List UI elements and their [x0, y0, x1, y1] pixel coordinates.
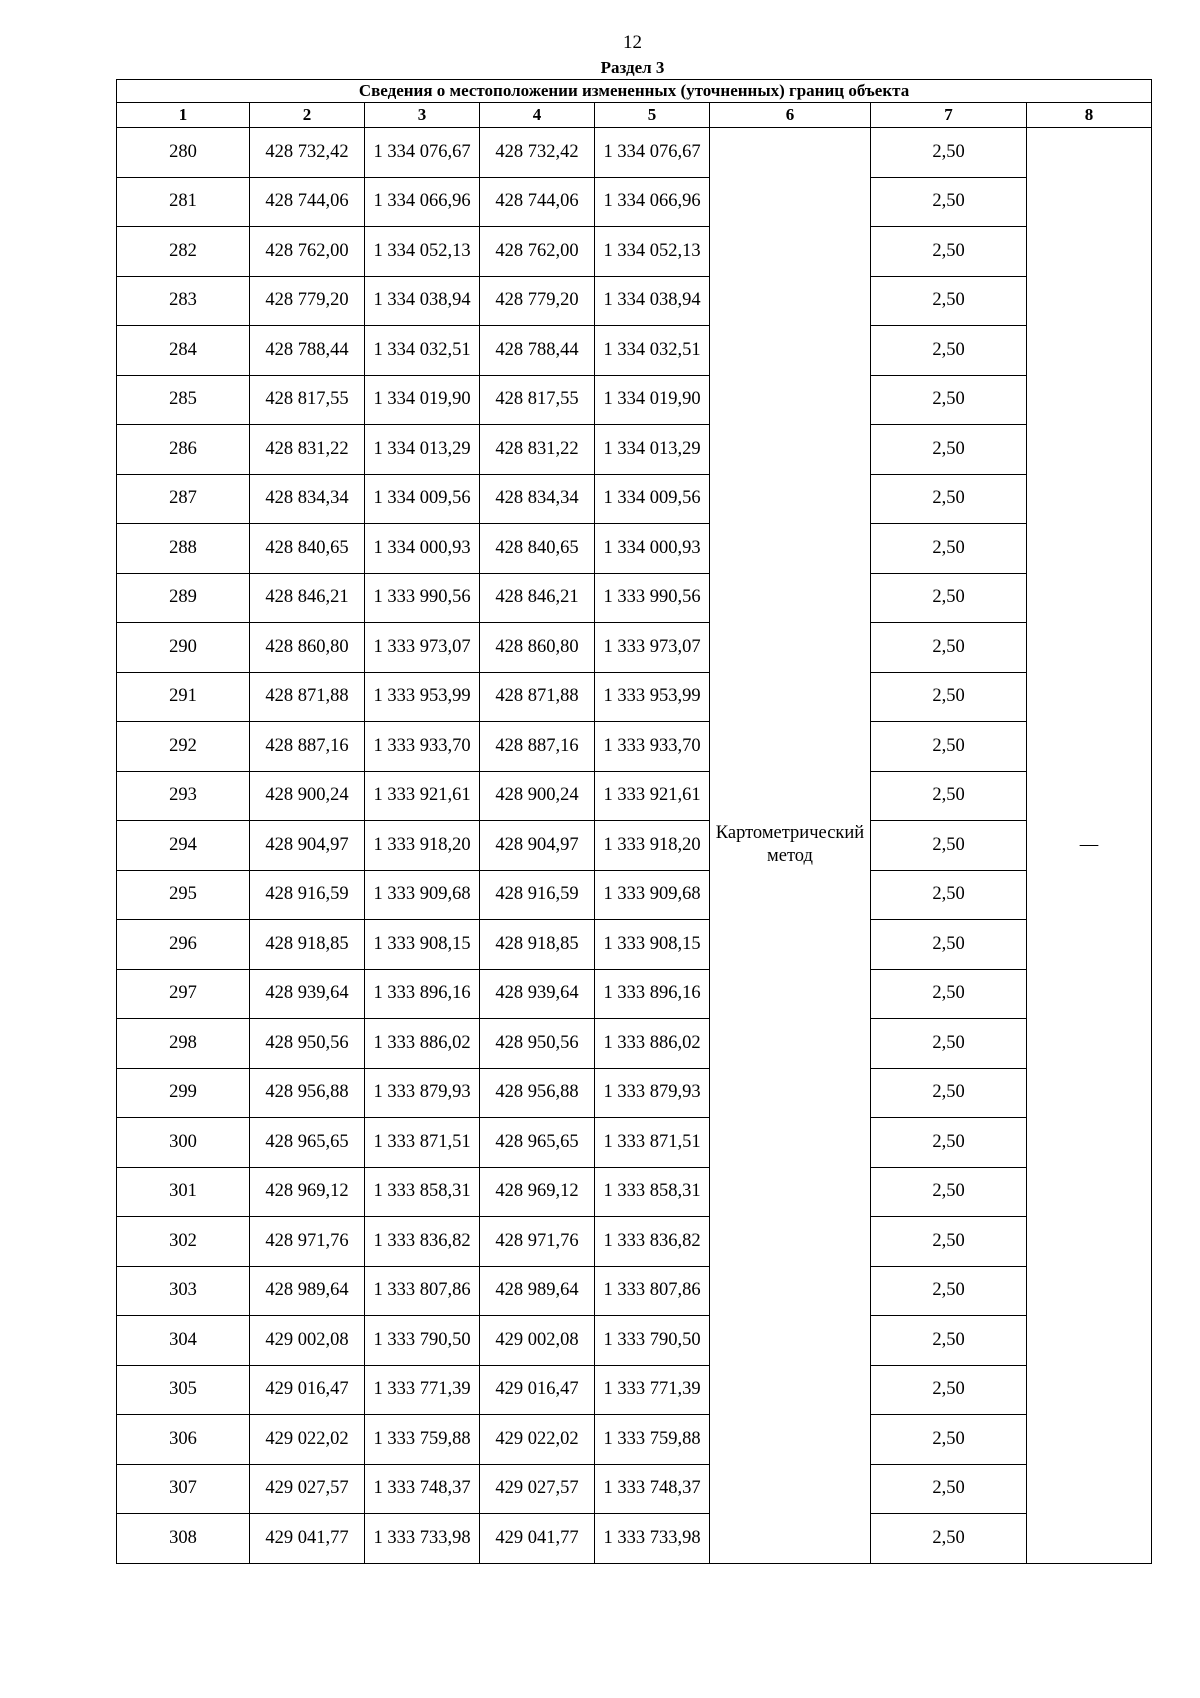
- cell-y1: 1 333 921,61: [365, 771, 480, 821]
- cell-y2: 1 333 759,88: [595, 1415, 710, 1465]
- cell-mt: 2,50: [871, 474, 1027, 524]
- cell-n: 304: [117, 1316, 250, 1366]
- table-caption: Сведения о местоположении измененных (уточненных) границ объекта: [117, 80, 1152, 103]
- cell-y2: 1 333 953,99: [595, 672, 710, 722]
- cell-x2: 429 041,77: [480, 1514, 595, 1564]
- cell-x2: 428 900,24: [480, 771, 595, 821]
- cell-n: 290: [117, 623, 250, 673]
- page-number: 12: [623, 32, 642, 53]
- cell-y1: 1 333 918,20: [365, 821, 480, 871]
- table-row: [117, 524, 1152, 574]
- cell-x2: 428 817,55: [480, 375, 595, 425]
- column8-cell: —: [1027, 128, 1152, 1564]
- cell-x2: 428 971,76: [480, 1217, 595, 1267]
- cell-x1: 428 817,55: [250, 375, 365, 425]
- cell-x1: 428 904,97: [250, 821, 365, 871]
- cell-x1: 428 788,44: [250, 326, 365, 376]
- cell-y1: 1 333 836,82: [365, 1217, 480, 1267]
- cell-y2: 1 333 921,61: [595, 771, 710, 821]
- cell-mt: 2,50: [871, 1167, 1027, 1217]
- cell-n: 291: [117, 672, 250, 722]
- table-row: [117, 474, 1152, 524]
- cell-x1: 428 860,80: [250, 623, 365, 673]
- cell-x2: 429 027,57: [480, 1464, 595, 1514]
- table-row: [117, 722, 1152, 772]
- cell-y1: 1 333 871,51: [365, 1118, 480, 1168]
- cell-mt: 2,50: [871, 722, 1027, 772]
- cell-x2: 428 860,80: [480, 623, 595, 673]
- cell-y1: 1 334 076,67: [365, 128, 480, 178]
- cell-n: 284: [117, 326, 250, 376]
- table-row: [117, 969, 1152, 1019]
- cell-mt: 2,50: [871, 821, 1027, 871]
- cell-n: 295: [117, 870, 250, 920]
- table-row: [117, 1266, 1152, 1316]
- cell-y1: 1 334 052,13: [365, 227, 480, 277]
- table-row: [117, 1415, 1152, 1465]
- cell-y2: 1 333 896,16: [595, 969, 710, 1019]
- cell-mt: 2,50: [871, 1464, 1027, 1514]
- cell-n: 287: [117, 474, 250, 524]
- cell-y1: 1 333 933,70: [365, 722, 480, 772]
- table-row: [117, 1514, 1152, 1564]
- cell-n: 300: [117, 1118, 250, 1168]
- cell-x1: 428 846,21: [250, 573, 365, 623]
- cell-mt: 2,50: [871, 1068, 1027, 1118]
- table-row: [117, 623, 1152, 673]
- table-row: [117, 920, 1152, 970]
- cell-x1: 429 041,77: [250, 1514, 365, 1564]
- cell-x2: 428 965,65: [480, 1118, 595, 1168]
- cell-x2: 428 762,00: [480, 227, 595, 277]
- cell-mt: 2,50: [871, 1514, 1027, 1564]
- cell-y1: 1 333 759,88: [365, 1415, 480, 1465]
- cell-y1: 1 334 013,29: [365, 425, 480, 475]
- table-row: [117, 128, 1152, 178]
- cell-y2: 1 334 019,90: [595, 375, 710, 425]
- cell-y1: 1 334 009,56: [365, 474, 480, 524]
- cell-y2: 1 333 748,37: [595, 1464, 710, 1514]
- cell-x2: 428 904,97: [480, 821, 595, 871]
- table-row: [117, 375, 1152, 425]
- cell-x2: 429 002,08: [480, 1316, 595, 1366]
- cell-mt: 2,50: [871, 524, 1027, 574]
- cell-n: 303: [117, 1266, 250, 1316]
- cell-y2: 1 333 908,15: [595, 920, 710, 970]
- table-row: [117, 672, 1152, 722]
- cell-n: 301: [117, 1167, 250, 1217]
- cell-n: 283: [117, 276, 250, 326]
- cell-y2: 1 333 858,31: [595, 1167, 710, 1217]
- column-header-3: 3: [365, 103, 480, 128]
- cell-y1: 1 333 973,07: [365, 623, 480, 673]
- cell-y2: 1 334 076,67: [595, 128, 710, 178]
- table-row: [117, 870, 1152, 920]
- cell-y2: 1 333 771,39: [595, 1365, 710, 1415]
- cell-n: 285: [117, 375, 250, 425]
- cell-x1: 429 022,02: [250, 1415, 365, 1465]
- cell-x2: 429 016,47: [480, 1365, 595, 1415]
- cell-y1: 1 333 807,86: [365, 1266, 480, 1316]
- cell-n: 286: [117, 425, 250, 475]
- cell-mt: 2,50: [871, 425, 1027, 475]
- cell-x1: 428 989,64: [250, 1266, 365, 1316]
- cell-x1: 428 900,24: [250, 771, 365, 821]
- cell-y1: 1 334 066,96: [365, 177, 480, 227]
- cell-y2: 1 333 990,56: [595, 573, 710, 623]
- cell-n: 296: [117, 920, 250, 970]
- cell-x1: 428 956,88: [250, 1068, 365, 1118]
- cell-y1: 1 333 771,39: [365, 1365, 480, 1415]
- cell-y2: 1 334 009,56: [595, 474, 710, 524]
- table-row: [117, 276, 1152, 326]
- column-header-4: 4: [480, 103, 595, 128]
- cell-y2: 1 333 973,07: [595, 623, 710, 673]
- cell-n: 292: [117, 722, 250, 772]
- cell-y1: 1 333 790,50: [365, 1316, 480, 1366]
- cell-y2: 1 334 000,93: [595, 524, 710, 574]
- cell-x2: 428 871,88: [480, 672, 595, 722]
- cell-x1: 428 950,56: [250, 1019, 365, 1069]
- cell-x1: 428 918,85: [250, 920, 365, 970]
- cell-mt: 2,50: [871, 1365, 1027, 1415]
- column-header-6: 6: [710, 103, 871, 128]
- table-row: [117, 1217, 1152, 1267]
- method-text: Картометрический метод: [715, 823, 865, 867]
- cell-x1: 428 732,42: [250, 128, 365, 178]
- cell-x1: 429 016,47: [250, 1365, 365, 1415]
- cell-x1: 428 779,20: [250, 276, 365, 326]
- cell-x1: 429 002,08: [250, 1316, 365, 1366]
- cell-y1: 1 334 000,93: [365, 524, 480, 574]
- table-row: [117, 1019, 1152, 1069]
- cell-x1: 429 027,57: [250, 1464, 365, 1514]
- cell-y2: 1 334 066,96: [595, 177, 710, 227]
- table-row: [117, 326, 1152, 376]
- cell-mt: 2,50: [871, 672, 1027, 722]
- cell-n: 293: [117, 771, 250, 821]
- cell-y1: 1 333 879,93: [365, 1068, 480, 1118]
- cell-x1: 428 887,16: [250, 722, 365, 772]
- cell-n: 297: [117, 969, 250, 1019]
- table-row: [117, 227, 1152, 277]
- cell-y1: 1 334 019,90: [365, 375, 480, 425]
- cell-x1: 428 916,59: [250, 870, 365, 920]
- cell-n: 289: [117, 573, 250, 623]
- column-header-1: 1: [117, 103, 250, 128]
- cell-mt: 2,50: [871, 227, 1027, 277]
- cell-x1: 428 969,12: [250, 1167, 365, 1217]
- cell-y2: 1 334 032,51: [595, 326, 710, 376]
- cell-y1: 1 333 990,56: [365, 573, 480, 623]
- cell-y2: 1 333 918,20: [595, 821, 710, 871]
- cell-n: 281: [117, 177, 250, 227]
- cell-x1: 428 762,00: [250, 227, 365, 277]
- cell-mt: 2,50: [871, 870, 1027, 920]
- table-row: [117, 771, 1152, 821]
- cell-y1: 1 333 733,98: [365, 1514, 480, 1564]
- cell-x2: 428 969,12: [480, 1167, 595, 1217]
- cell-mt: 2,50: [871, 128, 1027, 178]
- cell-mt: 2,50: [871, 326, 1027, 376]
- cell-x2: 428 918,85: [480, 920, 595, 970]
- table-row: [117, 1316, 1152, 1366]
- column-header-5: 5: [595, 103, 710, 128]
- cell-mt: 2,50: [871, 1118, 1027, 1168]
- table-row: [117, 1068, 1152, 1118]
- cell-y2: 1 333 807,86: [595, 1266, 710, 1316]
- cell-y2: 1 334 038,94: [595, 276, 710, 326]
- cell-x1: 428 834,34: [250, 474, 365, 524]
- column-header-7: 7: [871, 103, 1027, 128]
- cell-x2: 428 950,56: [480, 1019, 595, 1069]
- cell-y1: 1 333 896,16: [365, 969, 480, 1019]
- cell-y2: 1 333 933,70: [595, 722, 710, 772]
- table-row: [117, 1118, 1152, 1168]
- boundary-table: [116, 79, 1152, 1564]
- cell-mt: 2,50: [871, 1019, 1027, 1069]
- cell-n: 306: [117, 1415, 250, 1465]
- cell-x2: 428 989,64: [480, 1266, 595, 1316]
- cell-mt: 2,50: [871, 1316, 1027, 1366]
- cell-x2: 428 834,34: [480, 474, 595, 524]
- table-body: [117, 128, 1152, 1564]
- cell-x2: 428 887,16: [480, 722, 595, 772]
- cell-n: 305: [117, 1365, 250, 1415]
- cell-y2: 1 333 886,02: [595, 1019, 710, 1069]
- method-cell: [710, 128, 871, 1564]
- table-row: [117, 177, 1152, 227]
- cell-mt: 2,50: [871, 969, 1027, 1019]
- cell-x2: 428 916,59: [480, 870, 595, 920]
- cell-x2: 428 732,42: [480, 128, 595, 178]
- cell-y1: 1 333 886,02: [365, 1019, 480, 1069]
- column-header-2: 2: [250, 103, 365, 128]
- cell-n: 298: [117, 1019, 250, 1069]
- cell-y2: 1 333 909,68: [595, 870, 710, 920]
- cell-mt: 2,50: [871, 771, 1027, 821]
- cell-y2: 1 333 871,51: [595, 1118, 710, 1168]
- cell-y1: 1 333 858,31: [365, 1167, 480, 1217]
- cell-x2: 429 022,02: [480, 1415, 595, 1465]
- cell-y2: 1 333 733,98: [595, 1514, 710, 1564]
- cell-x1: 428 971,76: [250, 1217, 365, 1267]
- cell-y1: 1 334 032,51: [365, 326, 480, 376]
- section-title: Раздел 3: [600, 58, 665, 77]
- cell-n: 308: [117, 1514, 250, 1564]
- table-row: [117, 425, 1152, 475]
- cell-x1: 428 871,88: [250, 672, 365, 722]
- cell-y1: 1 333 748,37: [365, 1464, 480, 1514]
- cell-x1: 428 840,65: [250, 524, 365, 574]
- cell-y2: 1 333 790,50: [595, 1316, 710, 1366]
- cell-n: 294: [117, 821, 250, 871]
- cell-x2: 428 846,21: [480, 573, 595, 623]
- cell-x2: 428 831,22: [480, 425, 595, 475]
- cell-y2: 1 333 879,93: [595, 1068, 710, 1118]
- cell-n: 288: [117, 524, 250, 574]
- cell-y1: 1 333 909,68: [365, 870, 480, 920]
- cell-n: 302: [117, 1217, 250, 1267]
- cell-x1: 428 965,65: [250, 1118, 365, 1168]
- cell-x2: 428 779,20: [480, 276, 595, 326]
- cell-mt: 2,50: [871, 177, 1027, 227]
- cell-mt: 2,50: [871, 1266, 1027, 1316]
- cell-x2: 428 840,65: [480, 524, 595, 574]
- cell-y1: 1 334 038,94: [365, 276, 480, 326]
- cell-n: 280: [117, 128, 250, 178]
- cell-mt: 2,50: [871, 623, 1027, 673]
- cell-x2: 428 956,88: [480, 1068, 595, 1118]
- cell-x1: 428 831,22: [250, 425, 365, 475]
- table-row: [117, 1167, 1152, 1217]
- cell-n: 299: [117, 1068, 250, 1118]
- cell-y1: 1 333 953,99: [365, 672, 480, 722]
- cell-x1: 428 744,06: [250, 177, 365, 227]
- cell-mt: 2,50: [871, 1415, 1027, 1465]
- cell-mt: 2,50: [871, 573, 1027, 623]
- cell-n: 307: [117, 1464, 250, 1514]
- cell-y2: 1 334 052,13: [595, 227, 710, 277]
- column-header-8: 8: [1027, 103, 1152, 128]
- cell-x2: 428 939,64: [480, 969, 595, 1019]
- cell-x2: 428 744,06: [480, 177, 595, 227]
- cell-y1: 1 333 908,15: [365, 920, 480, 970]
- cell-mt: 2,50: [871, 1217, 1027, 1267]
- cell-y2: 1 334 013,29: [595, 425, 710, 475]
- table-row: [117, 821, 1152, 871]
- cell-mt: 2,50: [871, 375, 1027, 425]
- cell-y2: 1 333 836,82: [595, 1217, 710, 1267]
- cell-mt: 2,50: [871, 920, 1027, 970]
- cell-x2: 428 788,44: [480, 326, 595, 376]
- cell-mt: 2,50: [871, 276, 1027, 326]
- column-header-row: [117, 103, 1152, 128]
- table-row: [117, 1365, 1152, 1415]
- table-row: [117, 573, 1152, 623]
- cell-x1: 428 939,64: [250, 969, 365, 1019]
- table-row: [117, 1464, 1152, 1514]
- cell-n: 282: [117, 227, 250, 277]
